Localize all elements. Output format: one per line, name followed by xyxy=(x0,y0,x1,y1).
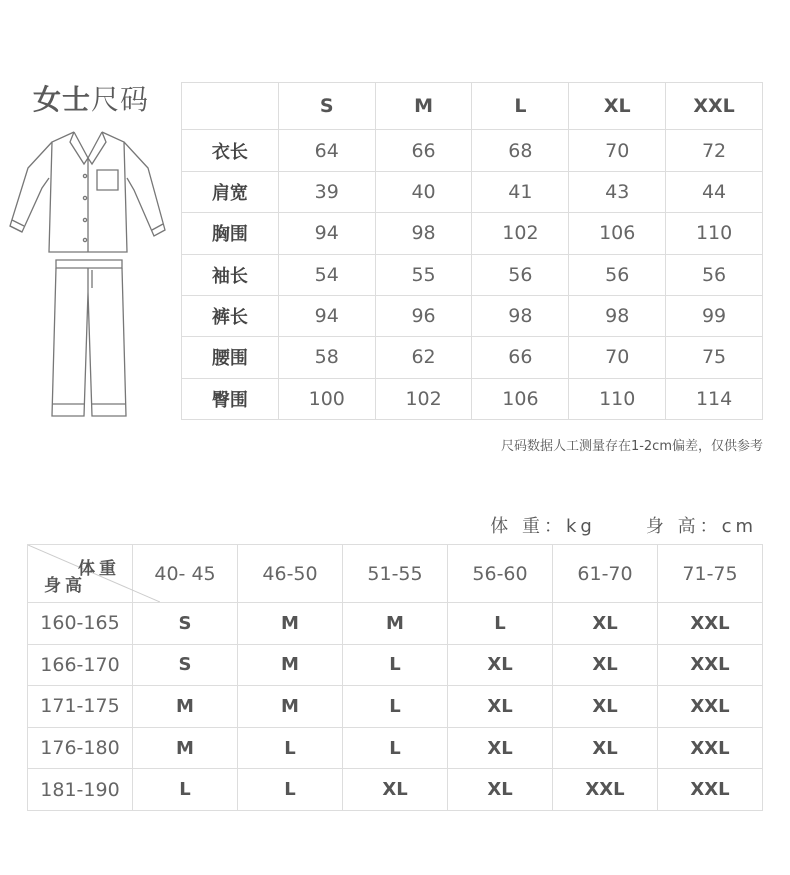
size-cell: 72 xyxy=(666,130,763,171)
recommended-size: L xyxy=(343,727,448,769)
size-corner-cell xyxy=(182,83,279,130)
size-cell: 99 xyxy=(666,295,763,336)
size-cell: 44 xyxy=(666,171,763,212)
size-header-row xyxy=(182,83,763,130)
size-col-xxl: XXL xyxy=(666,83,763,130)
height-row xyxy=(28,686,763,728)
recommended-size: XL xyxy=(448,727,553,769)
weight-range-header: 71-75 xyxy=(658,545,763,603)
recommended-size: XXL xyxy=(658,727,763,769)
height-range-label: 176-180 xyxy=(28,727,133,769)
height-row xyxy=(28,603,763,645)
size-cell: 102 xyxy=(472,213,569,254)
measure-label: 腰围 xyxy=(182,337,279,378)
page-title xyxy=(33,78,149,118)
recommended-size: XXL xyxy=(658,769,763,811)
recommended-size: XXL xyxy=(658,644,763,686)
size-cell: 56 xyxy=(472,254,569,295)
height-unit-label: 身 高：cm xyxy=(645,516,757,537)
size-cell: 68 xyxy=(472,130,569,171)
measure-label: 衣长 xyxy=(182,130,279,171)
size-cell: 70 xyxy=(569,337,666,378)
weight-range-header: 40- 45 xyxy=(133,545,238,603)
size-table xyxy=(181,82,763,420)
recommended-size: XL xyxy=(553,727,658,769)
size-cell: 41 xyxy=(472,171,569,212)
recommended-size: XL xyxy=(448,644,553,686)
recommended-size: M xyxy=(133,727,238,769)
size-cell: 102 xyxy=(375,378,472,419)
size-cell: 39 xyxy=(278,171,375,212)
size-cell: 114 xyxy=(666,378,763,419)
recommended-size: XL xyxy=(553,686,658,728)
height-row xyxy=(28,644,763,686)
size-col-m: M xyxy=(375,83,472,130)
size-cell: 106 xyxy=(569,213,666,254)
size-row xyxy=(182,130,763,171)
size-cell: 100 xyxy=(278,378,375,419)
recommended-size: M xyxy=(238,686,343,728)
size-cell: 110 xyxy=(569,378,666,419)
size-cell: 70 xyxy=(569,130,666,171)
height-range-label: 171-175 xyxy=(28,686,133,728)
size-row xyxy=(182,295,763,336)
recommended-size: S xyxy=(133,644,238,686)
measure-label: 臀围 xyxy=(182,378,279,419)
size-cell: 40 xyxy=(375,171,472,212)
recommended-size: XL xyxy=(553,644,658,686)
recommended-size: M xyxy=(238,603,343,645)
recommended-size: L xyxy=(343,644,448,686)
corner-height-label: 身高 xyxy=(44,576,86,596)
size-cell: 62 xyxy=(375,337,472,378)
size-col-l: L xyxy=(472,83,569,130)
units-legend xyxy=(490,512,757,538)
size-cell: 110 xyxy=(666,213,763,254)
size-cell: 98 xyxy=(375,213,472,254)
title-bold: 女士 xyxy=(33,83,92,116)
size-row xyxy=(182,213,763,254)
recommended-size: M xyxy=(343,603,448,645)
size-cell: 66 xyxy=(375,130,472,171)
size-cell: 106 xyxy=(472,378,569,419)
size-cell: 43 xyxy=(569,171,666,212)
measure-label: 胸围 xyxy=(182,213,279,254)
size-cell: 96 xyxy=(375,295,472,336)
height-range-label: 166-170 xyxy=(28,644,133,686)
weight-unit-label: 体 重：kg xyxy=(490,516,596,537)
recommended-size: S xyxy=(133,603,238,645)
recommended-size: L xyxy=(133,769,238,811)
size-cell: 55 xyxy=(375,254,472,295)
height-row xyxy=(28,727,763,769)
size-cell: 58 xyxy=(278,337,375,378)
recommended-size: M xyxy=(238,644,343,686)
recommended-size: XL xyxy=(448,769,553,811)
size-cell: 56 xyxy=(569,254,666,295)
measurement-note: 尺码数据人工测量存在1-2cm偏差，仅供参考 xyxy=(500,439,763,454)
size-row xyxy=(182,378,763,419)
size-cell: 94 xyxy=(278,213,375,254)
size-cell: 64 xyxy=(278,130,375,171)
weight-range-header: 51-55 xyxy=(343,545,448,603)
height-range-label: 160-165 xyxy=(28,603,133,645)
weight-range-header: 46-50 xyxy=(238,545,343,603)
height-range-label: 181-190 xyxy=(28,769,133,811)
size-col-s: S xyxy=(278,83,375,130)
weight-range-header: 61-70 xyxy=(553,545,658,603)
size-row xyxy=(182,254,763,295)
recommended-size: XL xyxy=(448,686,553,728)
recommended-size: XL xyxy=(343,769,448,811)
size-cell: 98 xyxy=(472,295,569,336)
size-cell: 98 xyxy=(569,295,666,336)
title-normal: 尺码 xyxy=(91,83,150,116)
size-cell: 94 xyxy=(278,295,375,336)
recommended-size: L xyxy=(448,603,553,645)
recommended-size: XXL xyxy=(658,686,763,728)
recommended-size: XXL xyxy=(553,769,658,811)
pajama-set-icon xyxy=(8,128,170,420)
corner-header-cell xyxy=(28,545,133,603)
recommended-size: L xyxy=(343,686,448,728)
size-row xyxy=(182,337,763,378)
weight-header-row xyxy=(28,545,763,603)
recommended-size: L xyxy=(238,769,343,811)
size-cell: 54 xyxy=(278,254,375,295)
size-row xyxy=(182,171,763,212)
corner-weight-label: 体重 xyxy=(78,559,120,579)
weight-range-header: 56-60 xyxy=(448,545,553,603)
size-recommendation-table xyxy=(27,544,763,811)
size-cell: 56 xyxy=(666,254,763,295)
size-cell: 75 xyxy=(666,337,763,378)
measure-label: 肩宽 xyxy=(182,171,279,212)
measure-label: 袖长 xyxy=(182,254,279,295)
measure-label: 裤长 xyxy=(182,295,279,336)
recommended-size: XL xyxy=(553,603,658,645)
recommended-size: M xyxy=(133,686,238,728)
recommended-size: XXL xyxy=(658,603,763,645)
size-cell: 66 xyxy=(472,337,569,378)
size-col-xl: XL xyxy=(569,83,666,130)
recommended-size: L xyxy=(238,727,343,769)
height-row xyxy=(28,769,763,811)
